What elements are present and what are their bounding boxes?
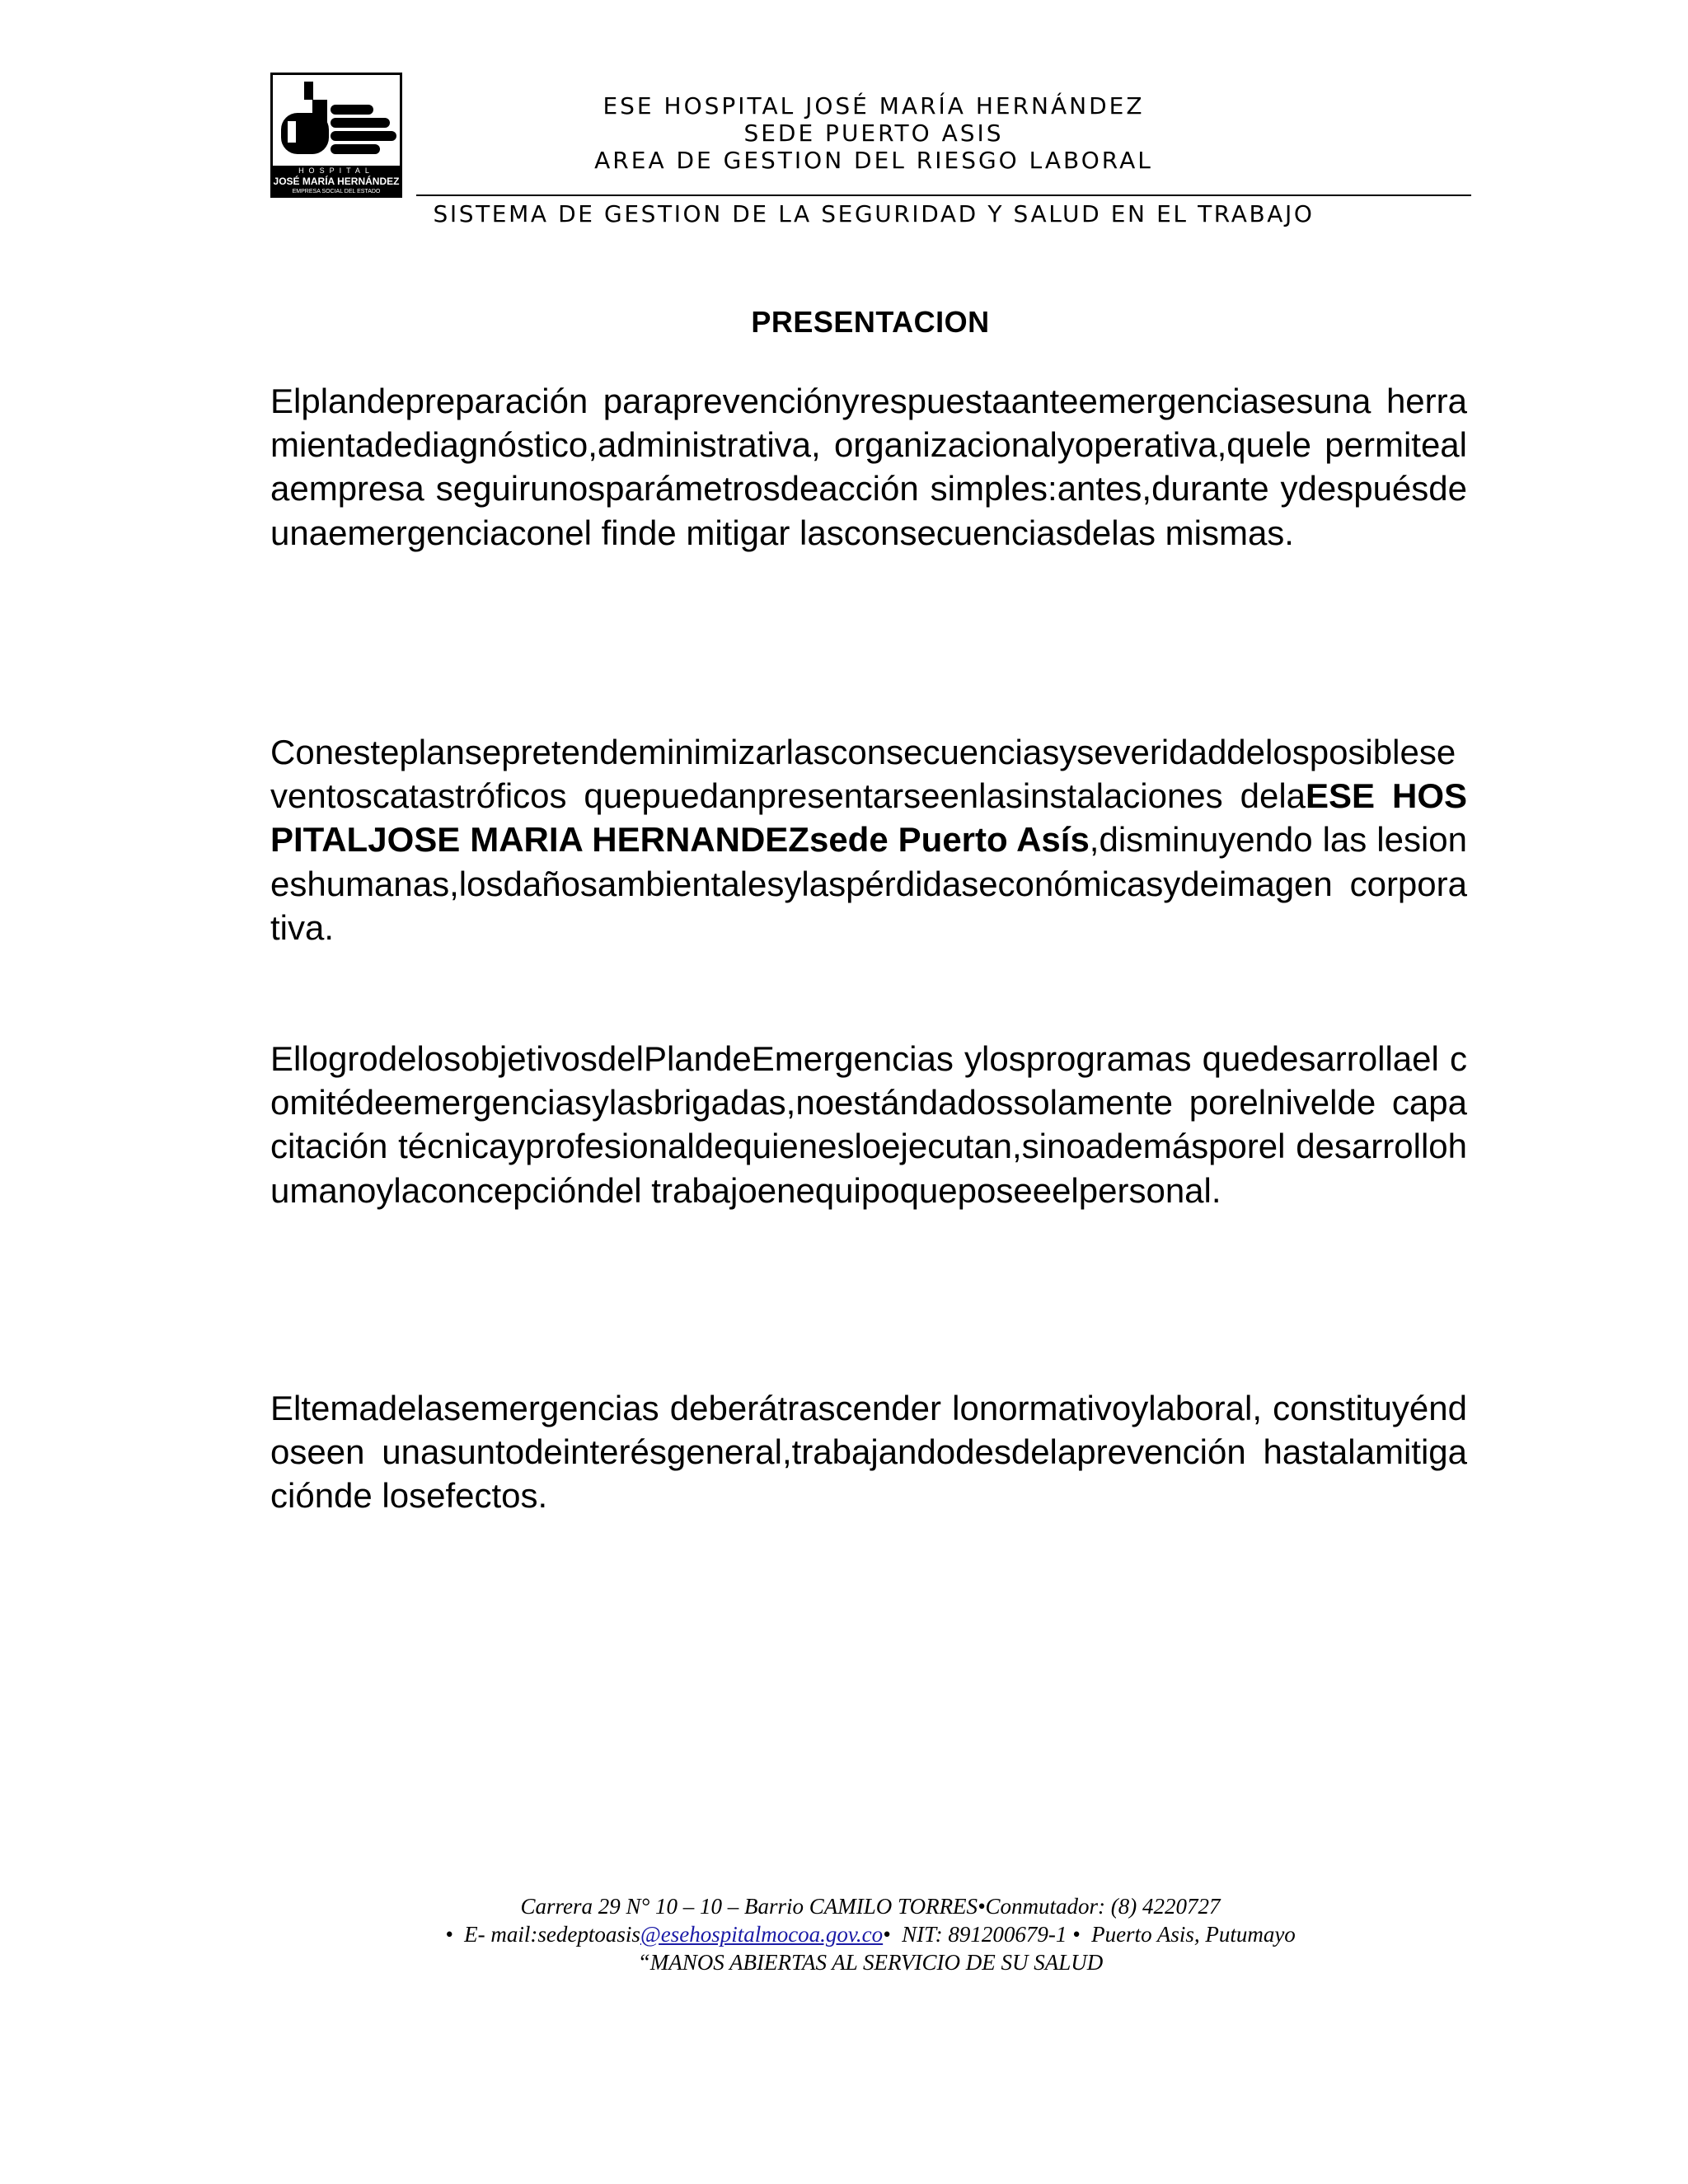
logo-text-tagline: EMPRESA SOCIAL DEL ESTADO xyxy=(273,188,400,196)
paragraph-4 xyxy=(270,1386,1467,1518)
page-title: PRESENTACION xyxy=(751,305,990,339)
logo-text-name: JOSÉ MARÍA HERNÁNDEZ xyxy=(273,176,400,187)
footer-address: Carrera 29 N° 10 – 10 – Barrio CAMILO TORRES xyxy=(520,1894,978,1919)
paragraph-2-part-b: ,disminuyendo las lesioneshumanas,losdañosambientalesylaspérdidaseconómicasydeimagen corporativa. xyxy=(270,820,1467,947)
footer-email-prefix: E- mail:sedeptoasis xyxy=(464,1922,640,1947)
paragraph-4-text: Eltemadelasemergencias deberátrascender lonormativoylaboral, constituyéndoseen unasuntodeinterésgeneral,trabajandodesdelaprevención hastalamitigaciónde losefectos. xyxy=(270,1389,1467,1516)
header-divider xyxy=(416,194,1471,196)
paragraph-1 xyxy=(270,379,1467,555)
paragraph-2 xyxy=(270,730,1467,949)
footer-nit: NIT: 891200679-1 xyxy=(902,1922,1067,1947)
footer-slogan: “MANOS ABIERTAS AL SERVICIO DE SU SALUD xyxy=(637,1950,1104,1975)
paragraph-1-text: Elplandepreparación paraprevenciónyrespuestaanteemergenciasesuna herramientadediagnóstico,administrativa, organizacionalyoperativa,quele permitealaempresa seguirunosparámetrosdeacción simples:antes,durante ydespuésdeunaemergenciaconel finde mitigar lasconsecuenciasdelas mismas. xyxy=(270,382,1467,552)
logo-text-hospital: HOSPITAL xyxy=(273,166,400,176)
header-area: AREA DE GESTION DEL RIESGO LABORAL xyxy=(594,147,1153,174)
bullet-icon: • xyxy=(445,1922,453,1947)
bullet-icon: • xyxy=(978,1894,986,1919)
header-sede: SEDE PUERTO ASIS xyxy=(743,120,1004,147)
header-system: SISTEMA DE GESTION DE LA SEGURIDAD Y SALUD EN EL TRABAJO xyxy=(433,200,1315,227)
paragraph-2-entity: ESE HOSPITALJOSE MARIA HERNANDEZsede Puerto Asís xyxy=(270,776,1467,860)
paragraph-2-text xyxy=(270,730,1467,949)
footer-city: Puerto Asis, Putumayo xyxy=(1091,1922,1296,1947)
hospital-logo xyxy=(270,73,402,198)
footer-contact-line xyxy=(0,1920,1688,1948)
bullet-icon: • xyxy=(883,1922,891,1947)
paragraph-2-part-a: Conesteplansepretendeminimizarlasconsecuenciasyseveridaddelosposibleseventoscatastróficos quepuedanpresentarseenlasinstalaciones dela xyxy=(270,733,1456,816)
footer-email-link[interactable]: @esehospitalmocoa.gov.co xyxy=(640,1922,884,1947)
hand-logo-icon xyxy=(273,75,400,164)
paragraph-3-text: EllogrodelosobjetivosdelPlandeEmergencias ylosprogramas quedesarrollael comitédeemergenciasylasbrigadas,noestándadossolamente porelnivelde capacitación técnicayprofesionaldequienesloejecutan,sinoademásporel desarrollohumanoylaconcepcióndel trabajoenequipoqueposeeelpersonal. xyxy=(270,1039,1467,1210)
paragraph-3 xyxy=(270,1037,1467,1212)
header-institution: ESE HOSPITAL JOSÉ MARÍA HERNÁNDEZ xyxy=(603,92,1145,120)
bullet-icon: • xyxy=(1072,1922,1081,1947)
footer-phone: Conmutador: (8) 4220727 xyxy=(985,1894,1221,1919)
footer-address-line xyxy=(0,1892,1688,1920)
